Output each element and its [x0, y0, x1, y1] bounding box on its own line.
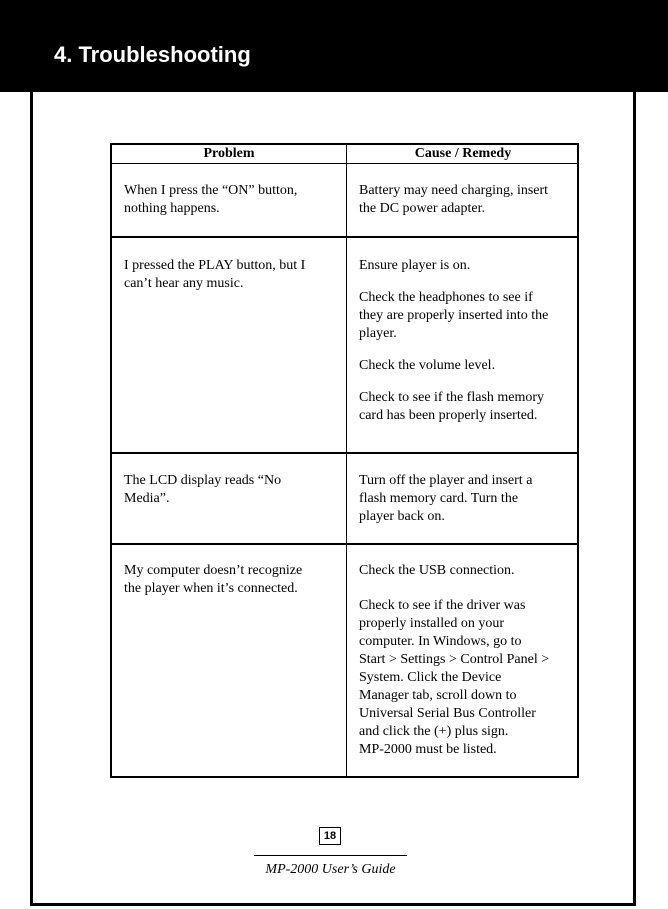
- text-line: The LCD display reads “No: [124, 473, 282, 488]
- table-row-3-problem: [124, 472, 334, 508]
- column-divider: [346, 145, 347, 776]
- text-line: they are properly inserted into the: [359, 308, 549, 323]
- row-divider: [112, 543, 577, 545]
- text-line: flash memory card. Turn the: [359, 491, 519, 506]
- text-line: MP-2000 must be listed.: [359, 742, 497, 757]
- text-line: Start > Settings > Control Panel >: [359, 652, 550, 667]
- table-row-3-remedy: [359, 472, 571, 526]
- text-line: Check to see if the flash memory: [359, 390, 545, 405]
- text-line: Media”.: [124, 491, 170, 506]
- text-line: can’t hear any music.: [124, 276, 244, 291]
- guide-title: MP-2000 User’s Guide: [265, 862, 396, 877]
- page-title: 4. Troubleshooting: [54, 42, 251, 67]
- row-divider: [112, 452, 577, 454]
- text-line: Turn off the player and insert a: [359, 473, 533, 488]
- text-line: properly installed on your: [359, 616, 505, 631]
- table-row-2-remedy: [359, 257, 571, 425]
- text-line: Check the USB connection.: [359, 563, 515, 578]
- text-line: player back on.: [359, 509, 445, 524]
- troubleshooting-table: [110, 143, 579, 778]
- text-line: and click the (+) plus sign.: [359, 724, 509, 739]
- text-line: System. Click the Device: [359, 670, 502, 685]
- header-band: [0, 0, 668, 92]
- text-line: Check to see if the driver was: [359, 598, 526, 613]
- row-divider: [112, 236, 577, 238]
- text-line: Check the headphones to see if: [359, 290, 533, 305]
- text-line: nothing happens.: [124, 201, 220, 216]
- footer-rule: [254, 855, 407, 856]
- table-header-row: [112, 145, 577, 164]
- table-row-4-remedy: [359, 562, 571, 759]
- text-line: Manager tab, scroll down to: [359, 688, 517, 703]
- table-row-1-remedy: [359, 182, 571, 218]
- text-line: the DC power adapter.: [359, 201, 485, 216]
- column-header-problem: Problem: [203, 146, 255, 161]
- text-line: Universal Serial Bus Controller: [359, 706, 536, 721]
- text-line: computer. In Windows, go to: [359, 634, 522, 649]
- table-row-1-problem: [124, 182, 334, 218]
- text-line: card has been properly inserted.: [359, 408, 538, 423]
- column-header-remedy: Cause / Remedy: [414, 146, 512, 161]
- text-line: Check the volume level.: [359, 358, 496, 373]
- text-line: Battery may need charging, insert: [359, 183, 549, 198]
- text-line: the player when it’s connected.: [124, 581, 298, 596]
- text-line: Ensure player is on.: [359, 258, 471, 273]
- text-line: My computer doesn’t recognize: [124, 563, 303, 578]
- table-row-2-problem: [124, 257, 334, 293]
- page-number: 18: [319, 827, 341, 845]
- text-line: When I press the “ON” button,: [124, 183, 298, 198]
- text-line: I pressed the PLAY button, but I: [124, 258, 306, 273]
- table-row-4-problem: [124, 562, 334, 598]
- text-line: player.: [359, 326, 397, 341]
